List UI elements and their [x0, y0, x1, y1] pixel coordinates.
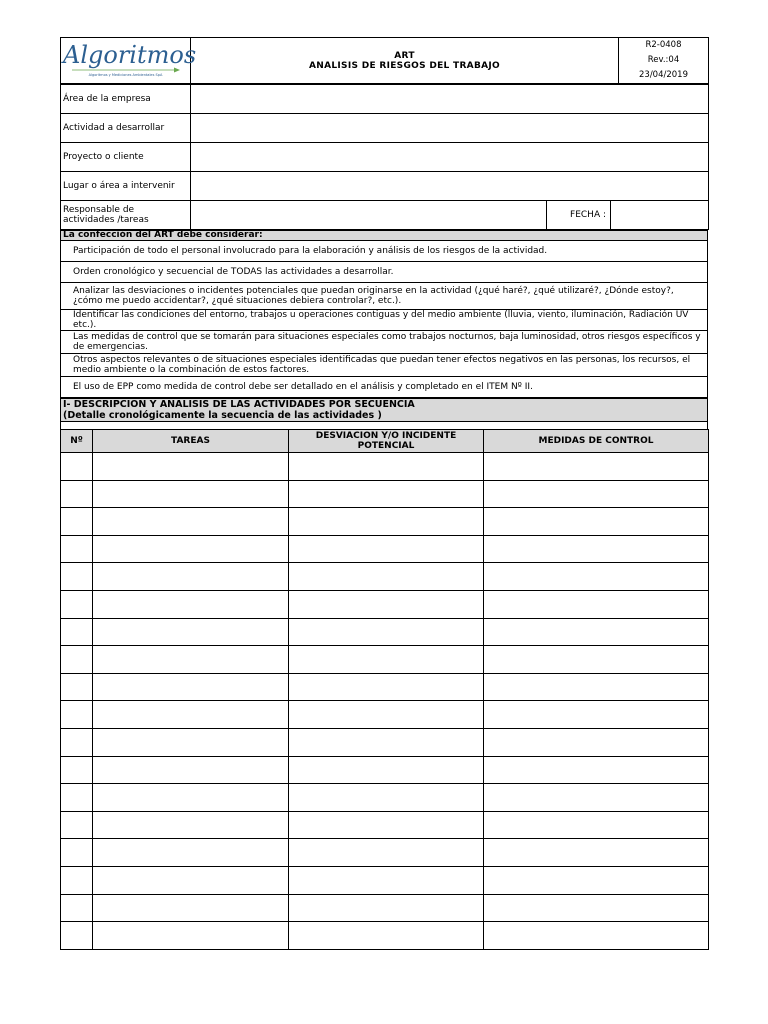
activities-table	[60, 429, 709, 950]
row-tarea-cell[interactable]	[93, 508, 289, 536]
header-table	[60, 37, 709, 84]
table-row	[61, 590, 709, 618]
area-field[interactable]	[191, 85, 709, 114]
table-row	[61, 811, 709, 839]
doc-date: 23/04/2019	[639, 70, 688, 80]
row-num-cell[interactable]	[61, 535, 93, 563]
row-desviacion-cell[interactable]	[289, 618, 484, 646]
row-medidas-cell[interactable]	[484, 453, 709, 481]
row-desviacion-cell[interactable]	[289, 646, 484, 674]
row-desviacion-cell[interactable]	[289, 673, 484, 701]
consideration-item: Analizar las desviaciones o incidentes potenciales que puedan originarse en la actividad (¿qué haré?, ¿qué utilizaré?, ¿Dónde estoy?, ¿cómo me puedo accidentar?, ¿qué situaciones debiera controlar?, etc.).	[61, 283, 708, 310]
row-medidas-cell[interactable]	[484, 784, 709, 812]
row-medidas-cell[interactable]	[484, 535, 709, 563]
title-art: ART	[394, 50, 415, 61]
table-row	[61, 673, 709, 701]
table-row	[61, 839, 709, 867]
row-desviacion-cell[interactable]	[289, 590, 484, 618]
col-tareas-header: TAREAS	[93, 430, 289, 453]
art-form	[60, 37, 708, 950]
row-tarea-cell[interactable]	[93, 563, 289, 591]
row-tarea-cell[interactable]	[93, 922, 289, 950]
fecha-field[interactable]	[611, 201, 709, 230]
consideration-item: Participación de todo el personal involucrado para la elaboración y análisis de los riesgos de la actividad.	[61, 241, 708, 262]
row-medidas-cell[interactable]	[484, 563, 709, 591]
row-tarea-cell[interactable]	[93, 480, 289, 508]
row-medidas-cell[interactable]	[484, 811, 709, 839]
row-desviacion-cell[interactable]	[289, 784, 484, 812]
col-medidas-header: MEDIDAS DE CONTROL	[484, 430, 709, 453]
company-logo	[61, 38, 197, 84]
row-num-cell[interactable]	[61, 839, 93, 867]
row-desviacion-cell[interactable]	[289, 701, 484, 729]
row-tarea-cell[interactable]	[93, 590, 289, 618]
row-num-cell[interactable]	[61, 811, 93, 839]
table-row	[61, 535, 709, 563]
row-desviacion-cell[interactable]	[289, 453, 484, 481]
table-row	[61, 701, 709, 729]
row-tarea-cell[interactable]	[93, 535, 289, 563]
logo-subtext: Algoritmos y Mediciones Ambientales SpA	[88, 73, 163, 77]
row-medidas-cell[interactable]	[484, 701, 709, 729]
info-table	[60, 84, 709, 230]
row-num-cell[interactable]	[61, 453, 93, 481]
row-medidas-cell[interactable]	[484, 866, 709, 894]
row-medidas-cell[interactable]	[484, 673, 709, 701]
table-row	[61, 480, 709, 508]
row-num-cell[interactable]	[61, 894, 93, 922]
row-desviacion-cell[interactable]	[289, 535, 484, 563]
doc-revision: Rev.:04	[647, 55, 680, 65]
activities-rows	[61, 453, 709, 950]
row-num-cell[interactable]	[61, 646, 93, 674]
row-num-cell[interactable]	[61, 618, 93, 646]
row-desviacion-cell[interactable]	[289, 811, 484, 839]
row-desviacion-cell[interactable]	[289, 728, 484, 756]
considerations-table	[60, 230, 708, 398]
row-medidas-cell[interactable]	[484, 646, 709, 674]
lugar-field[interactable]	[191, 172, 709, 201]
row-desviacion-cell[interactable]	[289, 839, 484, 867]
doc-code: R2-0408	[645, 40, 682, 50]
responsable-field[interactable]	[191, 201, 547, 230]
section1-title-line1: I- DESCRIPCION Y ANALISIS DE LAS ACTIVIDADES POR SECUENCIA	[63, 399, 415, 410]
row-medidas-cell[interactable]	[484, 922, 709, 950]
table-row	[61, 784, 709, 812]
table-row	[61, 453, 709, 481]
considerations-heading: La confección del ART debe considerar:	[61, 231, 708, 241]
row-tarea-cell[interactable]	[93, 728, 289, 756]
row-desviacion-cell[interactable]	[289, 866, 484, 894]
consideration-item: Otros aspectos relevantes o de situaciones especiales identificadas que puedan tener efectos negativos en las personas, los recursos, el medio ambiente o la combinación de estos factores.	[61, 354, 708, 377]
table-row	[61, 922, 709, 950]
row-tarea-cell[interactable]	[93, 866, 289, 894]
section-spacer	[61, 422, 708, 430]
area-label: Área de la empresa	[61, 85, 191, 114]
row-tarea-cell[interactable]	[93, 701, 289, 729]
row-medidas-cell[interactable]	[484, 756, 709, 784]
document-control	[619, 38, 709, 84]
row-num-cell[interactable]	[61, 756, 93, 784]
actividad-label: Actividad a desarrollar	[61, 114, 191, 143]
row-num-cell[interactable]	[61, 922, 93, 950]
row-num-cell[interactable]	[61, 508, 93, 536]
row-tarea-cell[interactable]	[93, 811, 289, 839]
table-row	[61, 728, 709, 756]
row-tarea-cell[interactable]	[93, 673, 289, 701]
row-desviacion-cell[interactable]	[289, 508, 484, 536]
row-medidas-cell[interactable]	[484, 480, 709, 508]
consideration-item: Las medidas de control que se tomarán para situaciones especiales como trabajos nocturnos, baja luminosidad, otros riesgos específicos y de emergencias.	[61, 331, 708, 354]
row-num-cell[interactable]	[61, 563, 93, 591]
row-tarea-cell[interactable]	[93, 618, 289, 646]
consideration-item: El uso de EPP como medida de control debe ser detallado en el análisis y completado en el ITEM Nº II.	[61, 377, 708, 398]
row-desviacion-cell[interactable]	[289, 563, 484, 591]
fecha-label: FECHA :	[547, 201, 611, 230]
row-medidas-cell[interactable]	[484, 590, 709, 618]
row-num-cell[interactable]	[61, 590, 93, 618]
table-row	[61, 894, 709, 922]
actividad-field[interactable]	[191, 114, 709, 143]
row-medidas-cell[interactable]	[484, 508, 709, 536]
row-num-cell[interactable]	[61, 866, 93, 894]
row-medidas-cell[interactable]	[484, 618, 709, 646]
consideration-item: Orden cronológico y secuencial de TODAS las actividades a desarrollar.	[61, 262, 708, 283]
row-medidas-cell[interactable]	[484, 839, 709, 867]
proyecto-field[interactable]	[191, 143, 709, 172]
row-num-cell[interactable]	[61, 728, 93, 756]
form-title	[191, 38, 619, 84]
section1-heading-table	[60, 398, 708, 429]
row-num-cell[interactable]	[61, 480, 93, 508]
section1-title-line2: (Detalle cronológicamente la secuencia de las actividades )	[63, 410, 382, 421]
row-desviacion-cell[interactable]	[289, 480, 484, 508]
row-tarea-cell[interactable]	[93, 894, 289, 922]
row-desviacion-cell[interactable]	[289, 894, 484, 922]
consideration-item: Identificar las condiciones del entorno, trabajos u operaciones contiguas y del medio ambiente (lluvia, viento, iluminación, Radiación UV etc.).	[61, 310, 708, 331]
section1-title	[61, 399, 708, 422]
logo-wordmark: Algoritmos	[63, 41, 197, 69]
row-num-cell[interactable]	[61, 784, 93, 812]
row-medidas-cell[interactable]	[484, 728, 709, 756]
table-row	[61, 563, 709, 591]
row-tarea-cell[interactable]	[93, 756, 289, 784]
table-row	[61, 618, 709, 646]
table-row	[61, 756, 709, 784]
row-tarea-cell[interactable]	[93, 784, 289, 812]
lugar-label: Lugar o área a intervenir	[61, 172, 191, 201]
col-desviacion-header: DESVIACION Y/O INCIDENTE POTENCIAL	[289, 430, 484, 453]
row-desviacion-cell[interactable]	[289, 756, 484, 784]
table-row	[61, 646, 709, 674]
row-tarea-cell[interactable]	[93, 646, 289, 674]
row-medidas-cell[interactable]	[484, 894, 709, 922]
row-desviacion-cell[interactable]	[289, 922, 484, 950]
row-num-cell[interactable]	[61, 673, 93, 701]
table-row	[61, 508, 709, 536]
row-tarea-cell[interactable]	[93, 839, 289, 867]
row-num-cell[interactable]	[61, 701, 93, 729]
row-tarea-cell[interactable]	[93, 453, 289, 481]
col-num-header: Nº	[61, 430, 93, 453]
proyecto-label: Proyecto o cliente	[61, 143, 191, 172]
responsable-label: Responsable de actividades /tareas	[61, 201, 191, 230]
table-row	[61, 866, 709, 894]
title-analisis: ANALISIS DE RIESGOS DEL TRABAJO	[309, 60, 500, 71]
